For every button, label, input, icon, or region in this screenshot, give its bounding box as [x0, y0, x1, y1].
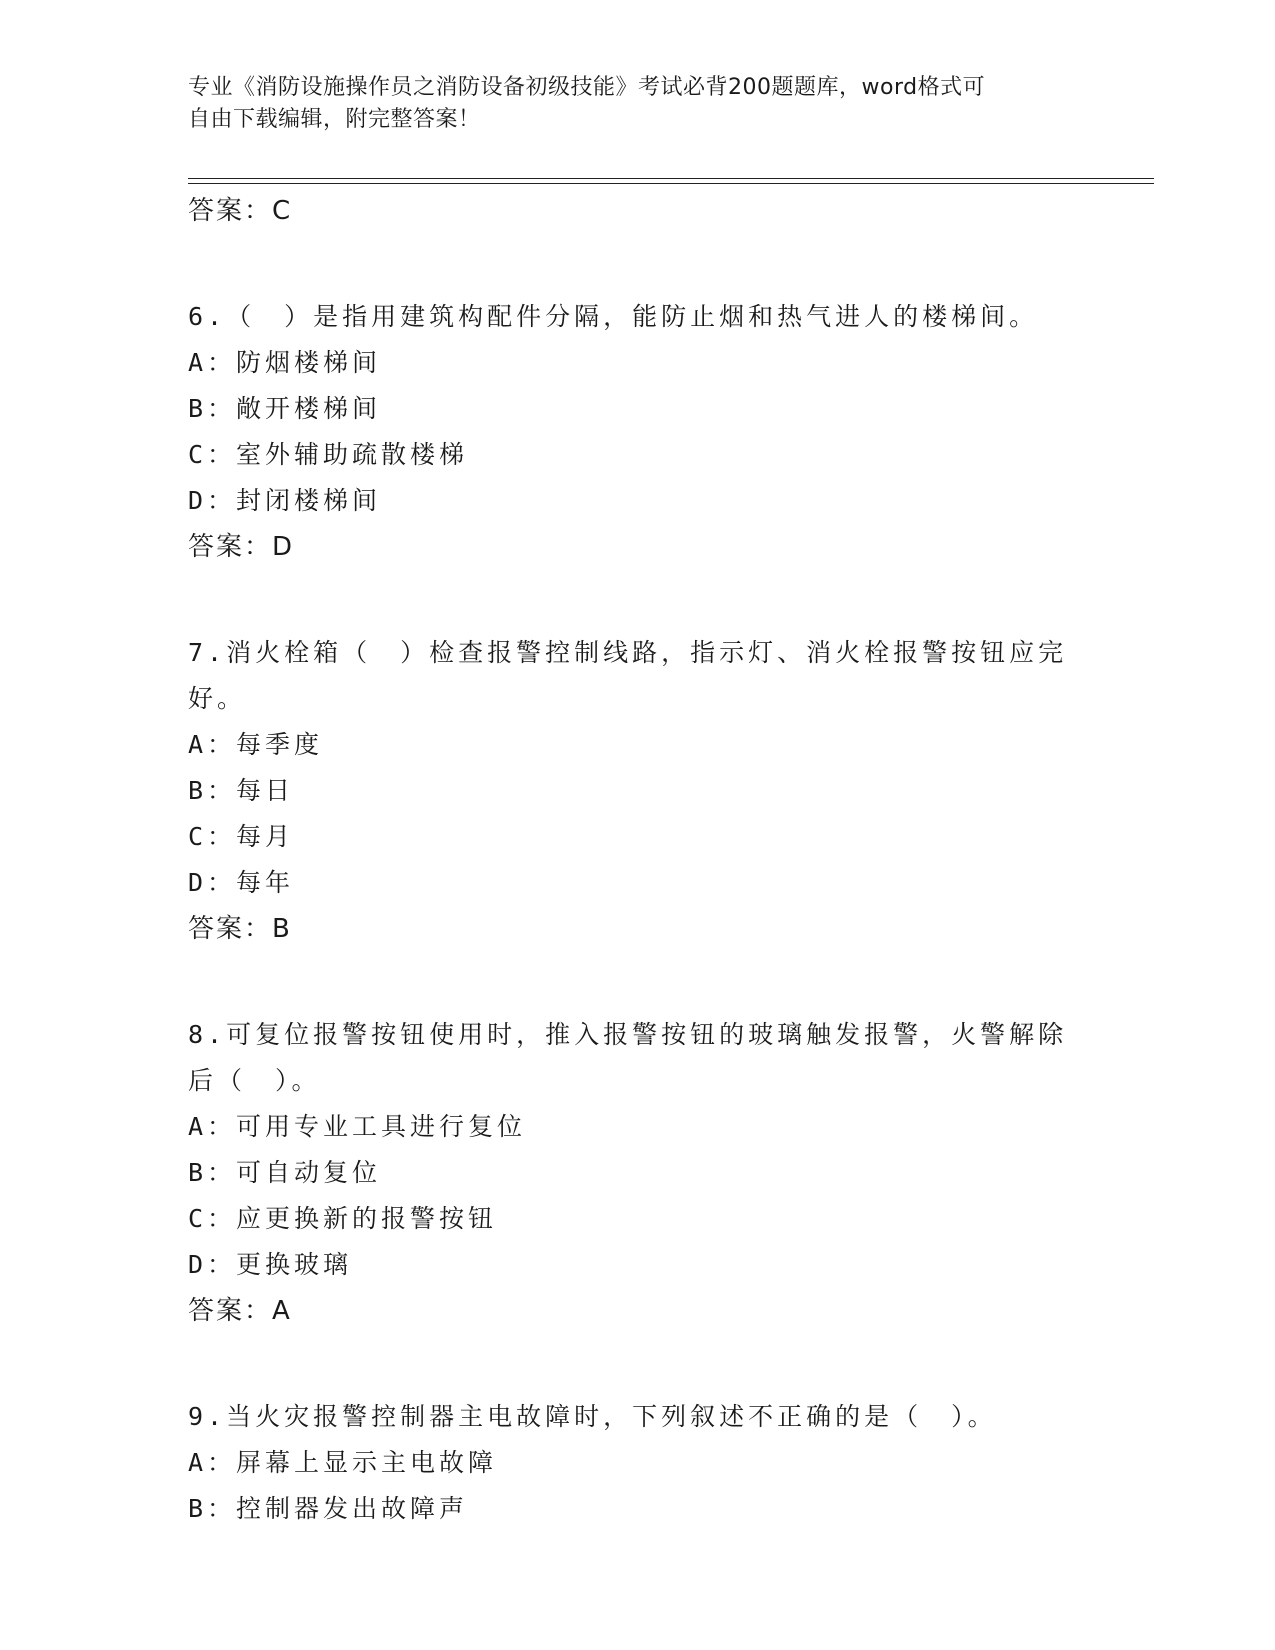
question-6 — [188, 294, 1068, 570]
answer-q5 — [188, 188, 1068, 234]
header-divider-bottom — [188, 183, 1154, 184]
option-c: C：室外辅助疏散楼梯 — [188, 440, 469, 469]
option-d: D：更换玻璃 — [188, 1250, 353, 1279]
option-c: C：每月 — [188, 822, 295, 851]
option-b: B：每日 — [188, 776, 295, 805]
question-text: 9.当火灾报警控制器主电故障时，下列叙述不正确的是（ ）。 — [188, 1402, 997, 1431]
option-d: D：每年 — [188, 868, 295, 897]
question-7 — [188, 630, 1068, 952]
question-text-line-1: 8.可复位报警按钮使用时，推入报警按钮的玻璃触发报警，火警解除 — [188, 1020, 1068, 1049]
answer-q7 — [188, 906, 1068, 952]
option-d: D：封闭楼梯间 — [188, 486, 382, 515]
option-a: A：每季度 — [188, 730, 324, 759]
answer-label: 答案： — [188, 196, 273, 226]
header-line-2: 自由下载编辑，附完整答案！ — [188, 107, 481, 132]
answer-value: C — [272, 196, 291, 226]
answer-q6 — [188, 524, 1068, 570]
question-list — [188, 188, 1068, 1532]
option-c: C：应更换新的报警按钮 — [188, 1204, 498, 1233]
header-divider-top — [188, 178, 1154, 179]
header-line-1: 专业《消防设施操作员之消防设备初级技能》考试必背200题题库，word格式可 — [188, 75, 986, 100]
question-text-line-2: 好。 — [188, 684, 247, 713]
option-b: B：可自动复位 — [188, 1158, 382, 1187]
option-b: B：敞开楼梯间 — [188, 394, 382, 423]
option-a: A：可用专业工具进行复位 — [188, 1112, 527, 1141]
question-text: 6.（ ）是指用建筑构配件分隔，能防止烟和热气进人的楼梯间。 — [188, 302, 1039, 331]
answer-value: A — [272, 1296, 290, 1326]
question-9 — [188, 1394, 1068, 1532]
document-header — [188, 72, 1068, 136]
answer-label: 答案： — [188, 1296, 273, 1326]
answer-q8 — [188, 1288, 1068, 1334]
answer-value: D — [272, 532, 293, 562]
option-b: B：控制器发出故障声 — [188, 1494, 469, 1523]
answer-label: 答案： — [188, 532, 273, 562]
option-a: A：屏幕上显示主电故障 — [188, 1448, 498, 1477]
question-text-line-2: 后（ ）。 — [188, 1066, 321, 1095]
option-a: A：防烟楼梯间 — [188, 348, 382, 377]
answer-value: B — [272, 914, 290, 944]
answer-label: 答案： — [188, 914, 273, 944]
question-text-line-1: 7.消火栓箱（ ）检查报警控制线路，指示灯、消火栓报警按钮应完 — [188, 638, 1068, 667]
question-8 — [188, 1012, 1068, 1334]
